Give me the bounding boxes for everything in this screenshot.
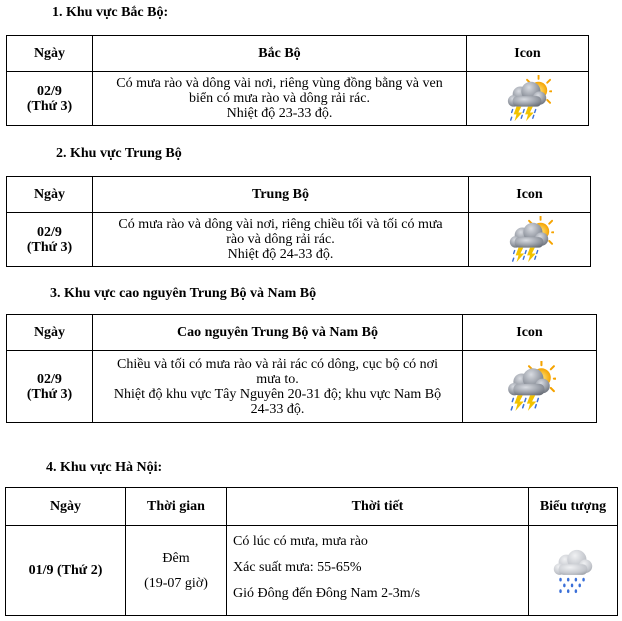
date-cell: 01/9 (Thứ 2): [6, 526, 126, 616]
weather-line: Gió Đông đến Đông Nam 2-3m/s: [233, 586, 421, 601]
date-value: 02/9: [37, 224, 62, 240]
icon-cell: [529, 526, 618, 616]
date-cell: [7, 72, 93, 126]
storm-sun-cloud-icon: [504, 361, 556, 413]
table-header-row: [7, 315, 597, 351]
forecast-line: Nhiệt độ 23-33 độ.: [226, 106, 333, 121]
time-range: (19-07 giờ): [144, 575, 208, 591]
table-row: [7, 72, 589, 126]
date-cell: [7, 351, 93, 423]
icon-cell: [463, 351, 597, 423]
table-ha-noi: [5, 487, 618, 616]
header-ngay: Ngày: [7, 36, 93, 72]
forecast-cell: [93, 213, 469, 267]
weekday-value: (Thứ 3): [26, 98, 73, 114]
forecast-line: Chiều và tối có mưa rào và rải rác có dông, cục bộ có nơi: [117, 356, 438, 372]
section-title-bac-bo: 1. Khu vực Bắc Bộ:: [52, 5, 169, 20]
forecast-cell: [93, 72, 467, 126]
header-region: Bắc Bộ: [93, 36, 467, 72]
header-thoi-gian: Thời gian: [126, 488, 227, 526]
section-title-ha-noi: 4. Khu vực Hà Nội:: [46, 460, 163, 475]
weekday-value: (Thứ 3): [26, 239, 73, 255]
header-icon: Icon: [469, 177, 591, 213]
forecast-line: Nhiệt độ 24-33 độ.: [227, 247, 334, 262]
storm-sun-cloud-icon: [506, 216, 554, 264]
table-row: [6, 526, 618, 616]
header-ngay: Ngày: [7, 315, 93, 351]
weather-cell: [227, 526, 529, 616]
forecast-line: rào và dông rải rác.: [226, 232, 335, 247]
forecast-line: Có mưa rào và dông vài nơi, riêng chiều tối và tối có mưa: [118, 217, 443, 232]
header-icon: Icon: [467, 36, 589, 72]
rain-cloud-icon: [549, 547, 597, 595]
header-region: Trung Bộ: [93, 177, 469, 213]
header-ngay: Ngày: [7, 177, 93, 213]
section-title-trung-bo: 2. Khu vực Trung Bộ: [56, 146, 182, 161]
table-header-row: [6, 488, 618, 526]
table-trung-bo: [6, 176, 591, 267]
forecast-cell: [93, 351, 463, 423]
forecast-line: Có mưa rào và dông vài nơi, riêng vùng đồng bằng và ven: [116, 76, 443, 91]
time-cell: [126, 526, 227, 616]
forecast-line: Nhiệt độ khu vực Tây Nguyên 20-31 độ; khu vực Nam Bộ: [113, 386, 442, 402]
table-bac-bo: [6, 35, 589, 126]
header-region: Cao nguyên Trung Bộ và Nam Bộ: [93, 315, 463, 351]
weather-line: Xác suất mưa: 55-65%: [233, 560, 362, 575]
date-value: 02/9: [37, 83, 62, 99]
table-header-row: [7, 177, 591, 213]
header-icon: Icon: [463, 315, 597, 351]
time-period: Đêm: [162, 550, 190, 566]
table-header-row: [7, 36, 589, 72]
table-cao-nguyen-nam-bo: [6, 314, 597, 423]
header-bieu-tuong: Biểu tượng: [529, 488, 618, 526]
icon-cell: [467, 72, 589, 126]
forecast-line: biển có mưa rào và dông rải rác.: [189, 91, 370, 106]
header-ngay: Ngày: [6, 488, 126, 526]
forecast-line: 24-33 độ.: [250, 401, 305, 417]
table-row: [7, 351, 597, 423]
date-value: 02/9: [37, 371, 62, 387]
date-cell: [7, 213, 93, 267]
storm-sun-cloud-icon: [504, 75, 552, 123]
forecast-line: mưa to.: [256, 371, 299, 387]
weather-line: Có lúc có mưa, mưa rào: [233, 534, 368, 549]
table-row: [7, 213, 591, 267]
header-thoi-tiet: Thời tiết: [227, 488, 529, 526]
section-title-cao-nguyen-nam-bo: 3. Khu vực cao nguyên Trung Bộ và Nam Bộ: [50, 286, 317, 301]
weekday-value: (Thứ 3): [26, 386, 73, 402]
icon-cell: [469, 213, 591, 267]
